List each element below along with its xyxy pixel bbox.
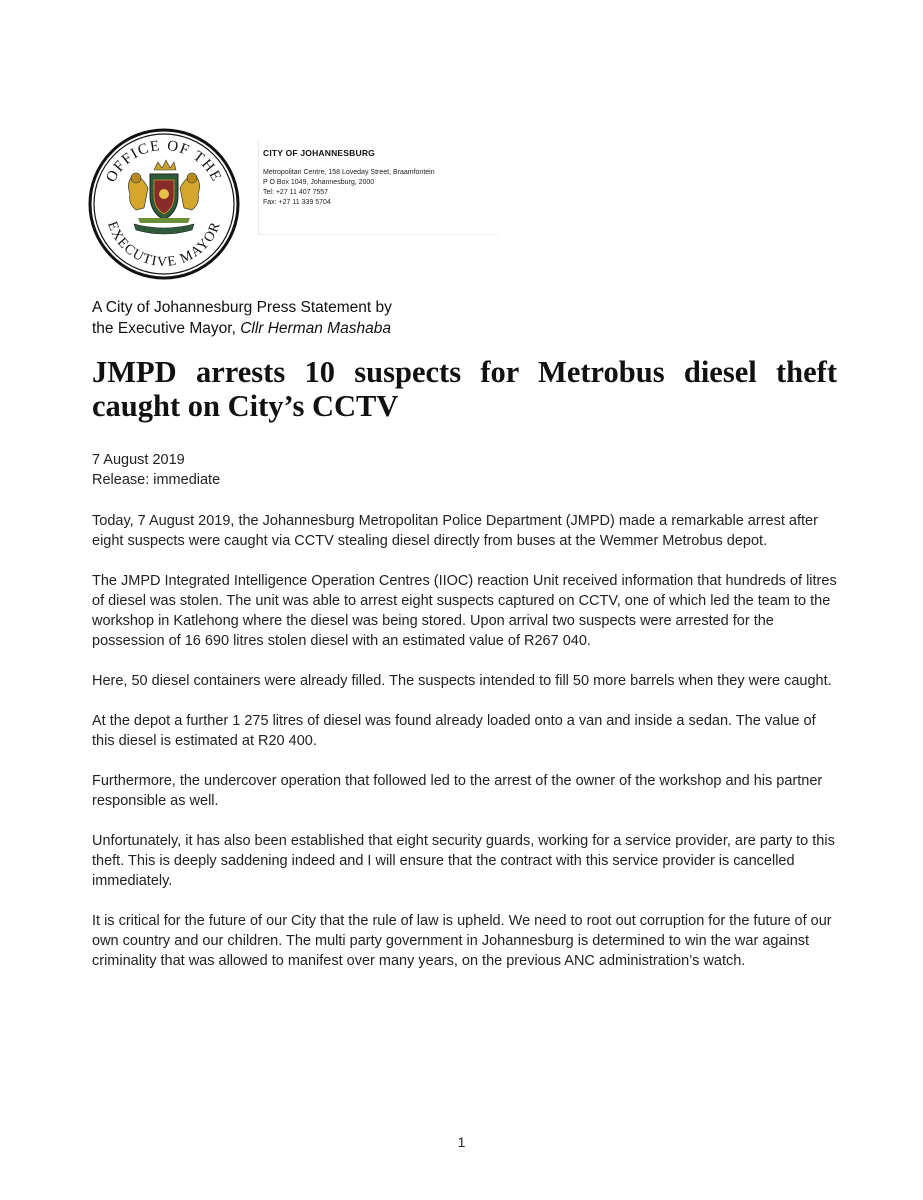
mayor-name: Cllr Herman Mashaba bbox=[240, 320, 391, 337]
page-number: 1 bbox=[457, 1134, 466, 1150]
paragraph: Here, 50 diesel containers were already filled. The suspects intended to fill 50 more barrels when they were caught. bbox=[92, 673, 832, 689]
paragraph: Furthermore, the undercover operation that followed led to the arrest of the owner of the workshop and his partner responsible as well. bbox=[92, 773, 823, 809]
fax-line: Fax: +27 11 339 5704 bbox=[263, 199, 331, 206]
headline: JMPD arrests 10 suspects for Metrobus diesel theft caught on City’s CCTV bbox=[92, 355, 837, 423]
paragraph: It is critical for the future of our City that the rule of law is upheld. We need to root out corruption for the future of our own country and our children. The multi party government in Johannesburg is determined to win the war against criminality that was allowed to manifest over many years, on the previous ANC administration’s watch. bbox=[92, 913, 832, 969]
letterhead-underline bbox=[258, 234, 498, 235]
paragraph: The JMPD Integrated Intelligence Operation Centres (IIOC) reaction Unit received information that hundreds of litres of diesel was stolen. The unit was able to arrest eight suspects captured on CCTV, one of which led the team to the workshop in Katlehong where the diesel was being stored. Upon arrival two suspects were arrested for the possession of 16 690 litres stolen diesel with an estimated value of R267 040. bbox=[92, 573, 837, 649]
release-meta bbox=[92, 450, 220, 490]
seal-graphic bbox=[88, 128, 240, 280]
letterhead bbox=[263, 148, 503, 208]
statement-body bbox=[92, 511, 837, 991]
paragraph: Unfortunately, it has also been established that eight security guards, working for a service provider, are party to this theft. This is deeply saddening indeed and I will ensure that the contract with this service provider is cancelled immediately. bbox=[92, 833, 835, 889]
paragraph: At the depot a further 1 275 litres of diesel was found already loaded onto a van and inside a sedan. The value of this diesel is estimated at R20 400. bbox=[92, 713, 816, 749]
release-status: Release: immediate bbox=[92, 472, 221, 488]
address-line: Metropolitan Centre, 158 Loveday Street, Braamfontein bbox=[263, 169, 435, 176]
intro-line-1: A City of Johannesburg Press Statement by bbox=[92, 299, 392, 316]
seal-text-top: OFFICE OF THE bbox=[103, 137, 225, 186]
po-box-line: P O Box 1049, Johannesburg, 2000 bbox=[263, 179, 375, 186]
paragraph: Today, 7 August 2019, the Johannesburg Metropolitan Police Department (JMPD) made a remarkable arrest after eight suspects were caught via CCTV stealing diesel directly from buses at the Wemmer Metrobus depot. bbox=[92, 513, 818, 549]
intro-line-2 bbox=[92, 318, 392, 339]
letterhead-divider bbox=[258, 140, 259, 235]
office-seal-logo bbox=[88, 128, 240, 280]
release-date: 7 August 2019 bbox=[92, 452, 185, 468]
tel-line: Tel: +27 11 407 7557 bbox=[263, 189, 329, 196]
seal-text-bottom: EXECUTIVE MAYOR bbox=[104, 219, 224, 271]
city-name: CITY OF JOHANNESBURG bbox=[263, 148, 375, 158]
statement-intro bbox=[92, 297, 392, 339]
intro-line-2-prefix: the Executive Mayor, bbox=[92, 320, 241, 337]
